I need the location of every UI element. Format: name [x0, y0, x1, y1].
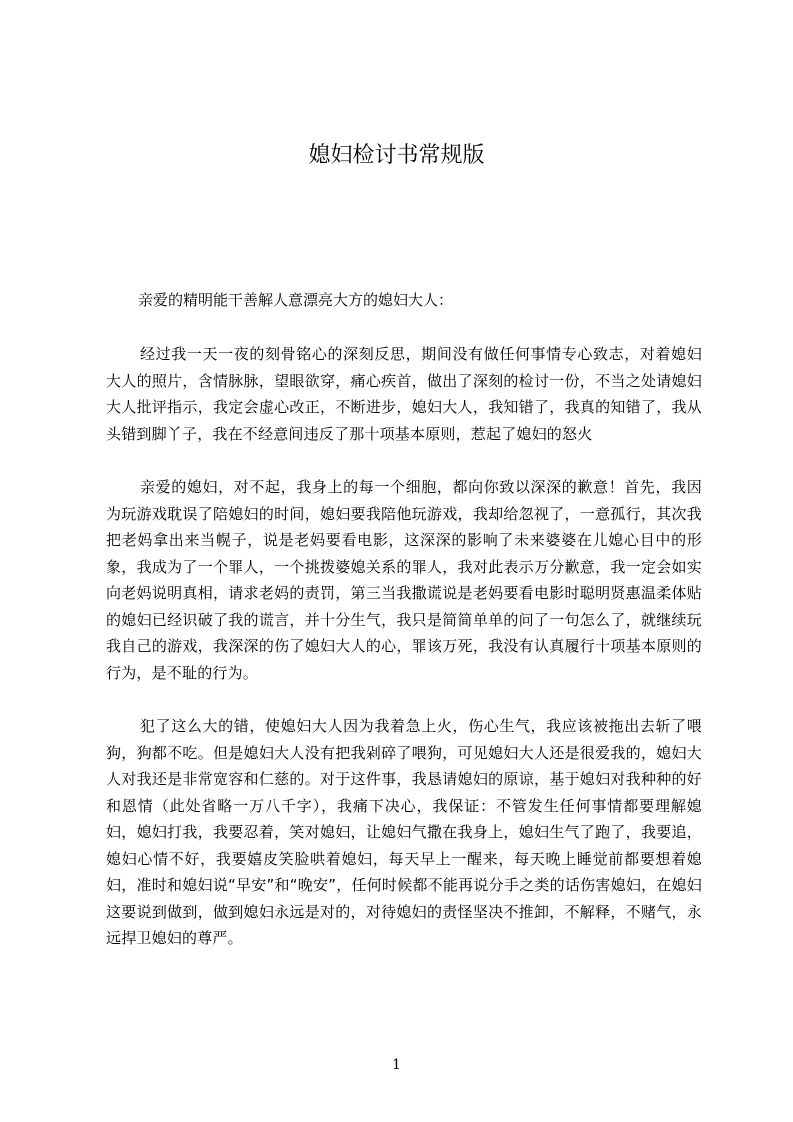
paragraph-3: 犯了这么大的错，使媳妇大人因为我着急上火，伤心生气，我应该被拖出去斩了喂狗，狗都不吃。但是媳妇大人没有把我剁碎了喂狗，可见媳妇大人还是很爱我的，媳妇大人对我还是非常宽容和仁慈的。对于这件事，我恳请媳妇的原谅，基于媳妇对我种种的好和恩情（此处省略一万八千字），我痛下决心，我保证：不管发生任何事情都要理解媳妇，媳妇打我，我要忍着，笑对媳妇，让媳妇气撒在我身上，媳妇生气了跑了，我要追，媳妇心情不好，我要嬉皮笑脸哄着媳妇，每天早上一醒来，每天晚上睡觉前都要想着媳妇，准时和媳妇说“早安”和“晚安”，任何时候都不能再说分手之类的话伤害媳妇，在媳妇这要说到做到，做到媳妇永远是对的，对待媳妇的责怪坚决不推卸，不解释，不赌气，永远捍卫媳妇的尊严。: [106, 717, 702, 947]
document-title: 媳妇检讨书常规版: [308, 143, 485, 168]
paragraph-1: 经过我一天一夜的刻骨铭心的深刻反思，期间没有做任何事情专心致志，对着媳妇大人的照片，含情脉脉，望眼欲穿，痛心疾首，做出了深刻的检讨一份，不当之处请媳妇大人批评指示，我定会虚心改正，不断进步，媳妇大人，我知错了，我真的知错了，我从头错到脚丫子，我在不经意间违反了那十项基本原则，惹起了媳妇的怒火: [106, 345, 702, 443]
paragraph-2: 亲爱的媳妇，对不起，我身上的每一个细胞，都向你致以深深的歉意！首先，我因为玩游戏耽误了陪媳妇的时间，媳妇要我陪他玩游戏，我却给忽视了，一意孤行，其次我把老妈拿出来当幌子，说是老妈要看电影，这深深的影响了未来婆婆在儿媳心目中的形象，我成为了一个罪人，一个挑拨婆媳关系的罪人，我对此表示万分歉意，我一定会如实向老妈说明真相，请求老妈的责罚，第三当我撒谎说是老妈要看电影时聪明贤惠温柔体贴的媳妇已经识破了我的谎言，并十分生气，我只是简简单单的问了一句怎么了，就继续玩我自己的游戏，我深深的伤了媳妇大人的心，罪该万死，我没有认真履行十项基本原则的行为，是不耻的行为。: [106, 478, 702, 682]
page-number: 1: [392, 1057, 401, 1073]
salutation: 亲爱的精明能干善解人意漂亮大方的媳妇大人：: [138, 291, 454, 309]
